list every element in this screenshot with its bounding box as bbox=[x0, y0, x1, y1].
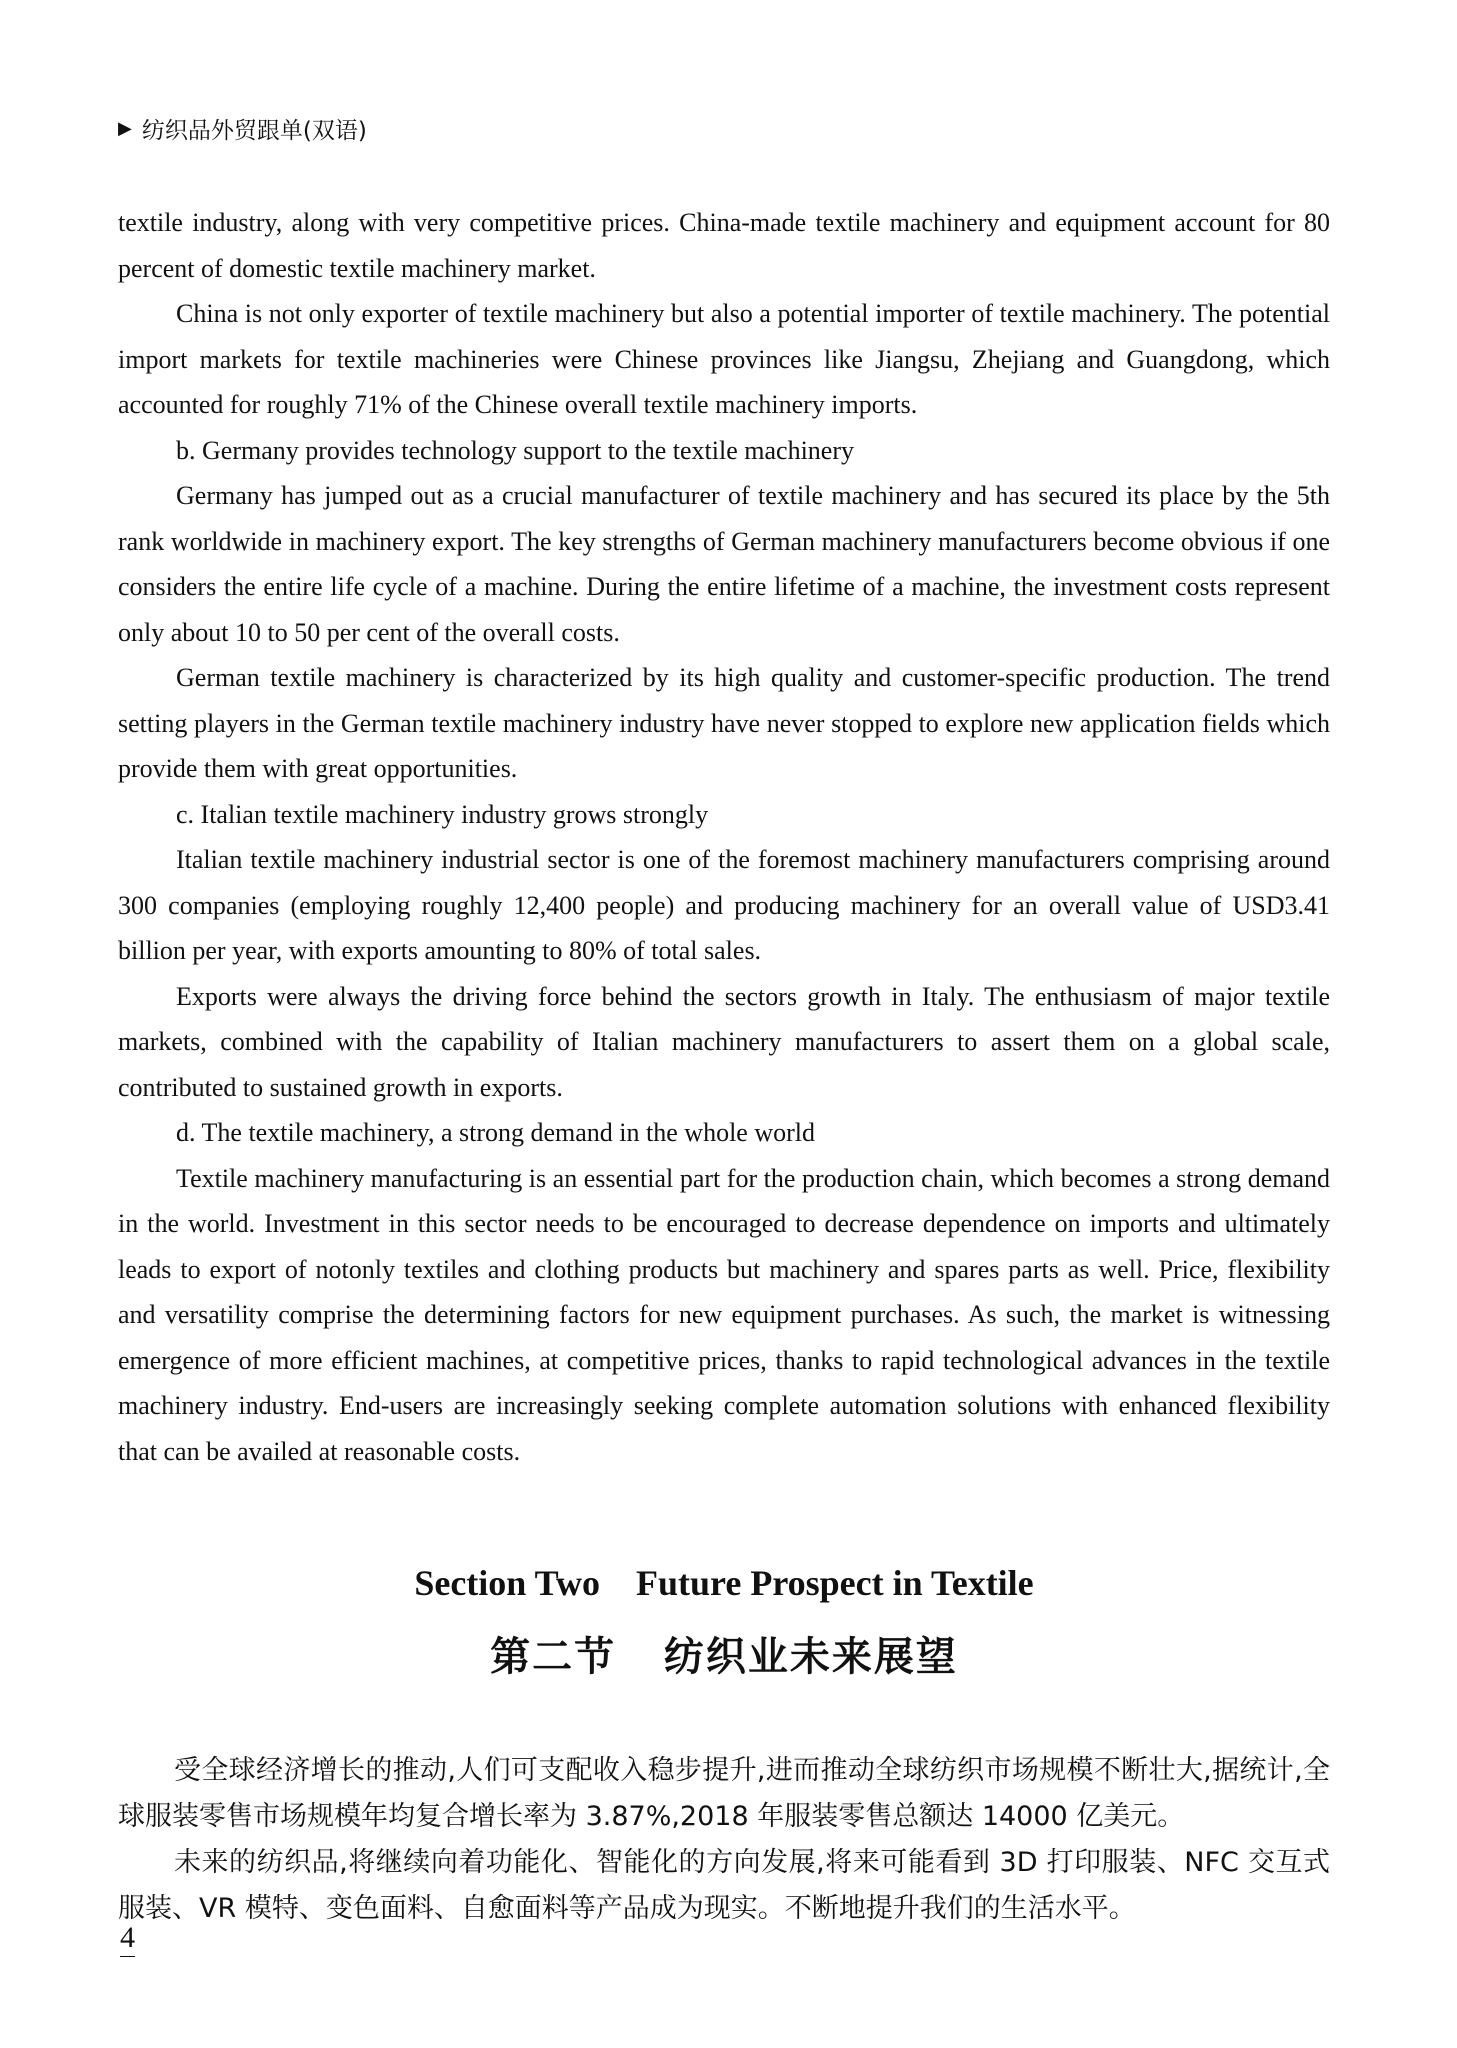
english-body bbox=[118, 200, 1330, 1474]
subheading-b: b. Germany provides technology support to the textile machinery bbox=[176, 435, 854, 465]
paragraph: Textile machinery manufacturing is an essential part for the production chain, which becomes a strong demand in the world. Investment in this sector needs to be encouraged to decrease dependence on imports and ultimately leads to export of notonly textiles and clothing products but machinery and spares parts as well. Price, flexibility and versatility comprise the determining factors for new equipment purchases. As such, the market is witnessing emergence of more efficient machines, at competitive prices, thanks to rapid technological advances in the textile machinery industry. End-users are increasingly seeking complete automation solutions with enhanced flexibility that can be availed at reasonable costs. bbox=[118, 1163, 1330, 1466]
book-title: 纺织品外贸跟单(双语) bbox=[141, 118, 367, 144]
running-header bbox=[118, 112, 367, 145]
play-arrow-icon: ▶ bbox=[118, 118, 132, 139]
paragraph: Italian textile machinery industrial sector is one of the foremost machinery manufacturers comprising around 300 companies (employing roughly 12,400 people) and producing machinery for an overall value of USD3.41 billion per year, with exports amounting to 80% of total sales. bbox=[118, 845, 1330, 965]
paragraph-continued: textile industry, along with very competitive prices. China-made textile machinery and equipment account for 80 percent of domestic textile machinery market. bbox=[118, 208, 1330, 283]
paragraph: Exports were always the driving force behind the sectors growth in Italy. The enthusiasm of major textile markets, combined with the capability of Italian machinery manufacturers to assert them on a global scale, contributed to sustained growth in exports. bbox=[118, 981, 1330, 1102]
paragraph: German textile machinery is characterized by its high quality and customer-specific production. The trend setting players in the German textile machinery industry have never stopped to explore new application fields which provide them with great opportunities. bbox=[118, 663, 1330, 783]
subheading-d: d. The textile machinery, a strong demand in the whole world bbox=[176, 1118, 815, 1147]
paragraph: China is not only exporter of textile machinery but also a potential importer of textile machinery. The potential import markets for textile machineries were Chinese provinces like Jiangsu, Zhejiang and Guangdong, which accounted for roughly 71% of the Chinese overall textile machinery imports. bbox=[118, 299, 1330, 419]
section-title-english: Section Two Future Prospect in Textile bbox=[414, 1563, 1034, 1603]
chinese-paragraph: 未来的纺织品,将继续向着功能化、智能化的方向发展,将来可能看到 3D 打印服装、NFC 交互式服装、VR 模特、变色面料、自愈面料等产品成为现实。不断地提升我们的生活水平。 bbox=[118, 1847, 1330, 1924]
chinese-body bbox=[118, 1748, 1330, 1932]
section-title-chinese: 第二节 纺织业未来展望 bbox=[490, 1634, 958, 1680]
chinese-paragraph: 受全球经济增长的推动,人们可支配收入稳步提升,进而推动全球纺织市场规模不断壮大,据统计,全球服装零售市场规模年均复合增长率为 3.87%,2018 年服装零售总额达 14000 亿美元。 bbox=[118, 1755, 1330, 1832]
page-number: 4 bbox=[120, 1922, 135, 1957]
subheading-c: c. Italian textile machinery industry grows strongly bbox=[176, 799, 709, 829]
paragraph: Germany has jumped out as a crucial manufacturer of textile machinery and has secured its place by the 5th rank worldwide in machinery export. The key strengths of German machinery manufacturers become obvious if one considers the entire life cycle of a machine. During the entire lifetime of a machine, the investment costs represent only about 10 to 50 per cent of the overall costs. bbox=[118, 481, 1330, 647]
